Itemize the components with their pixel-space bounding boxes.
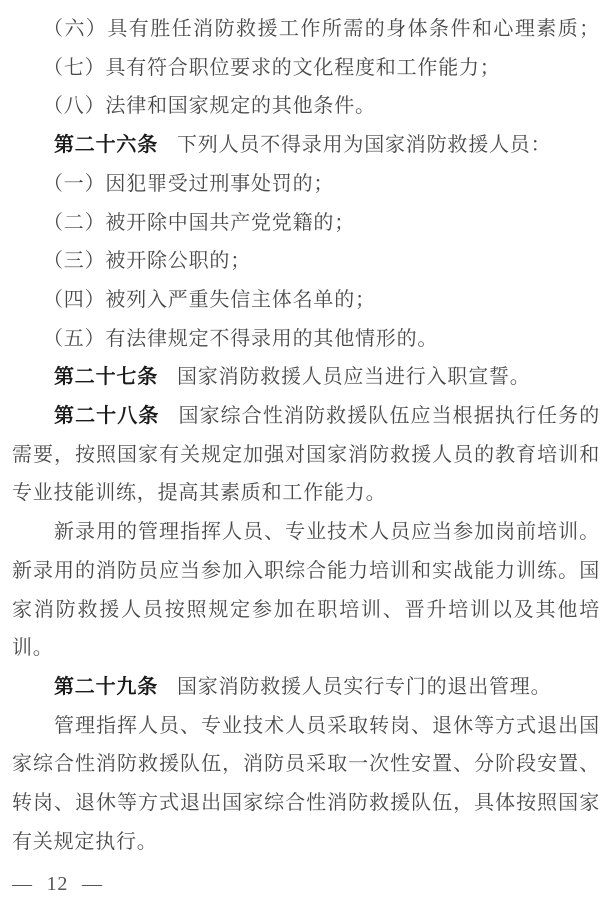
- article-line: [12, 668, 600, 707]
- line-text: 转岗、退休等方式退出国家综合性消防救援队伍，具体按照国家: [12, 792, 600, 815]
- page-footer: [12, 865, 600, 904]
- line-text: （五）有法律规定不得录用的其他情形的。: [43, 327, 439, 350]
- line-text: （八）法律和国家规定的其他条件。: [43, 95, 376, 118]
- line-text: 新录用的消防员应当参加入职综合能力培训和实战能力训练。国: [12, 559, 600, 582]
- text-line: [12, 436, 600, 475]
- line-text: （七）具有符合职位要求的文化程度和工作能力；: [43, 56, 501, 79]
- article-line: [12, 358, 600, 397]
- line-text: 国家综合性消防救援队伍应当根据执行任务的: [178, 405, 601, 428]
- text-line: [12, 320, 600, 359]
- line-text: 国家消防救援人员应当进行入职宣誓。: [177, 366, 531, 389]
- line-text: 家消防救援人员按照规定参加在职培训、晋升培训以及其他培: [12, 598, 600, 621]
- text-line: [12, 513, 600, 552]
- line-text: 训。: [12, 637, 54, 660]
- line-text: 需要，按照国家有关规定加强对国家消防救援人员的教育培训和: [12, 443, 600, 466]
- article-number: 第二十七条: [54, 366, 158, 389]
- article-number: 第二十六条: [54, 134, 158, 157]
- line-text: （二）被开除中国共产党党籍的；: [43, 211, 355, 234]
- text-line: [12, 707, 600, 746]
- line-text: 下列人员不得录用为国家消防救援人员：: [177, 134, 552, 157]
- line-text: （六）具有胜任消防救援工作所需的身体条件和心理素质；: [43, 18, 600, 40]
- line-text: 新录用的管理指挥人员、专业技术人员应当参加岗前培训。: [54, 521, 600, 544]
- text-line: [12, 591, 600, 630]
- text-line: [12, 204, 600, 243]
- text-line: [12, 784, 600, 823]
- line-text: （一）因犯罪受过刑事处罚的；: [43, 172, 335, 195]
- article-line: [12, 397, 600, 436]
- text-line: [12, 165, 600, 204]
- article-number: 第二十九条: [54, 675, 158, 698]
- line-text: 有关规定执行。: [12, 830, 158, 853]
- line-text: （四）被列入严重失信主体名单的；: [43, 288, 376, 311]
- text-line: [12, 10, 600, 49]
- text-line: [12, 281, 600, 320]
- text-line: [12, 745, 600, 784]
- article-line: [12, 126, 600, 165]
- text-line: [12, 552, 600, 591]
- text-line: [12, 242, 600, 281]
- line-text: 国家消防救援人员实行专门的退出管理。: [177, 675, 552, 698]
- text-line: [12, 87, 600, 126]
- page-number: — 12 —: [12, 873, 103, 896]
- line-text: 管理指挥人员、专业技术人员采取转岗、退休等方式退出国: [54, 714, 600, 737]
- line-text: 家综合性消防救援队伍，消防员采取一次性安置、分阶段安置、: [12, 753, 600, 776]
- text-line: [12, 474, 600, 513]
- text-line: [12, 49, 600, 88]
- article-number: 第二十八条: [54, 405, 160, 428]
- text-line: [12, 823, 600, 862]
- document-body: [12, 10, 600, 861]
- line-text: 专业技能训练，提高其素质和工作能力。: [12, 482, 387, 505]
- line-text: （三）被开除公职的；: [43, 250, 251, 273]
- text-line: [12, 629, 600, 668]
